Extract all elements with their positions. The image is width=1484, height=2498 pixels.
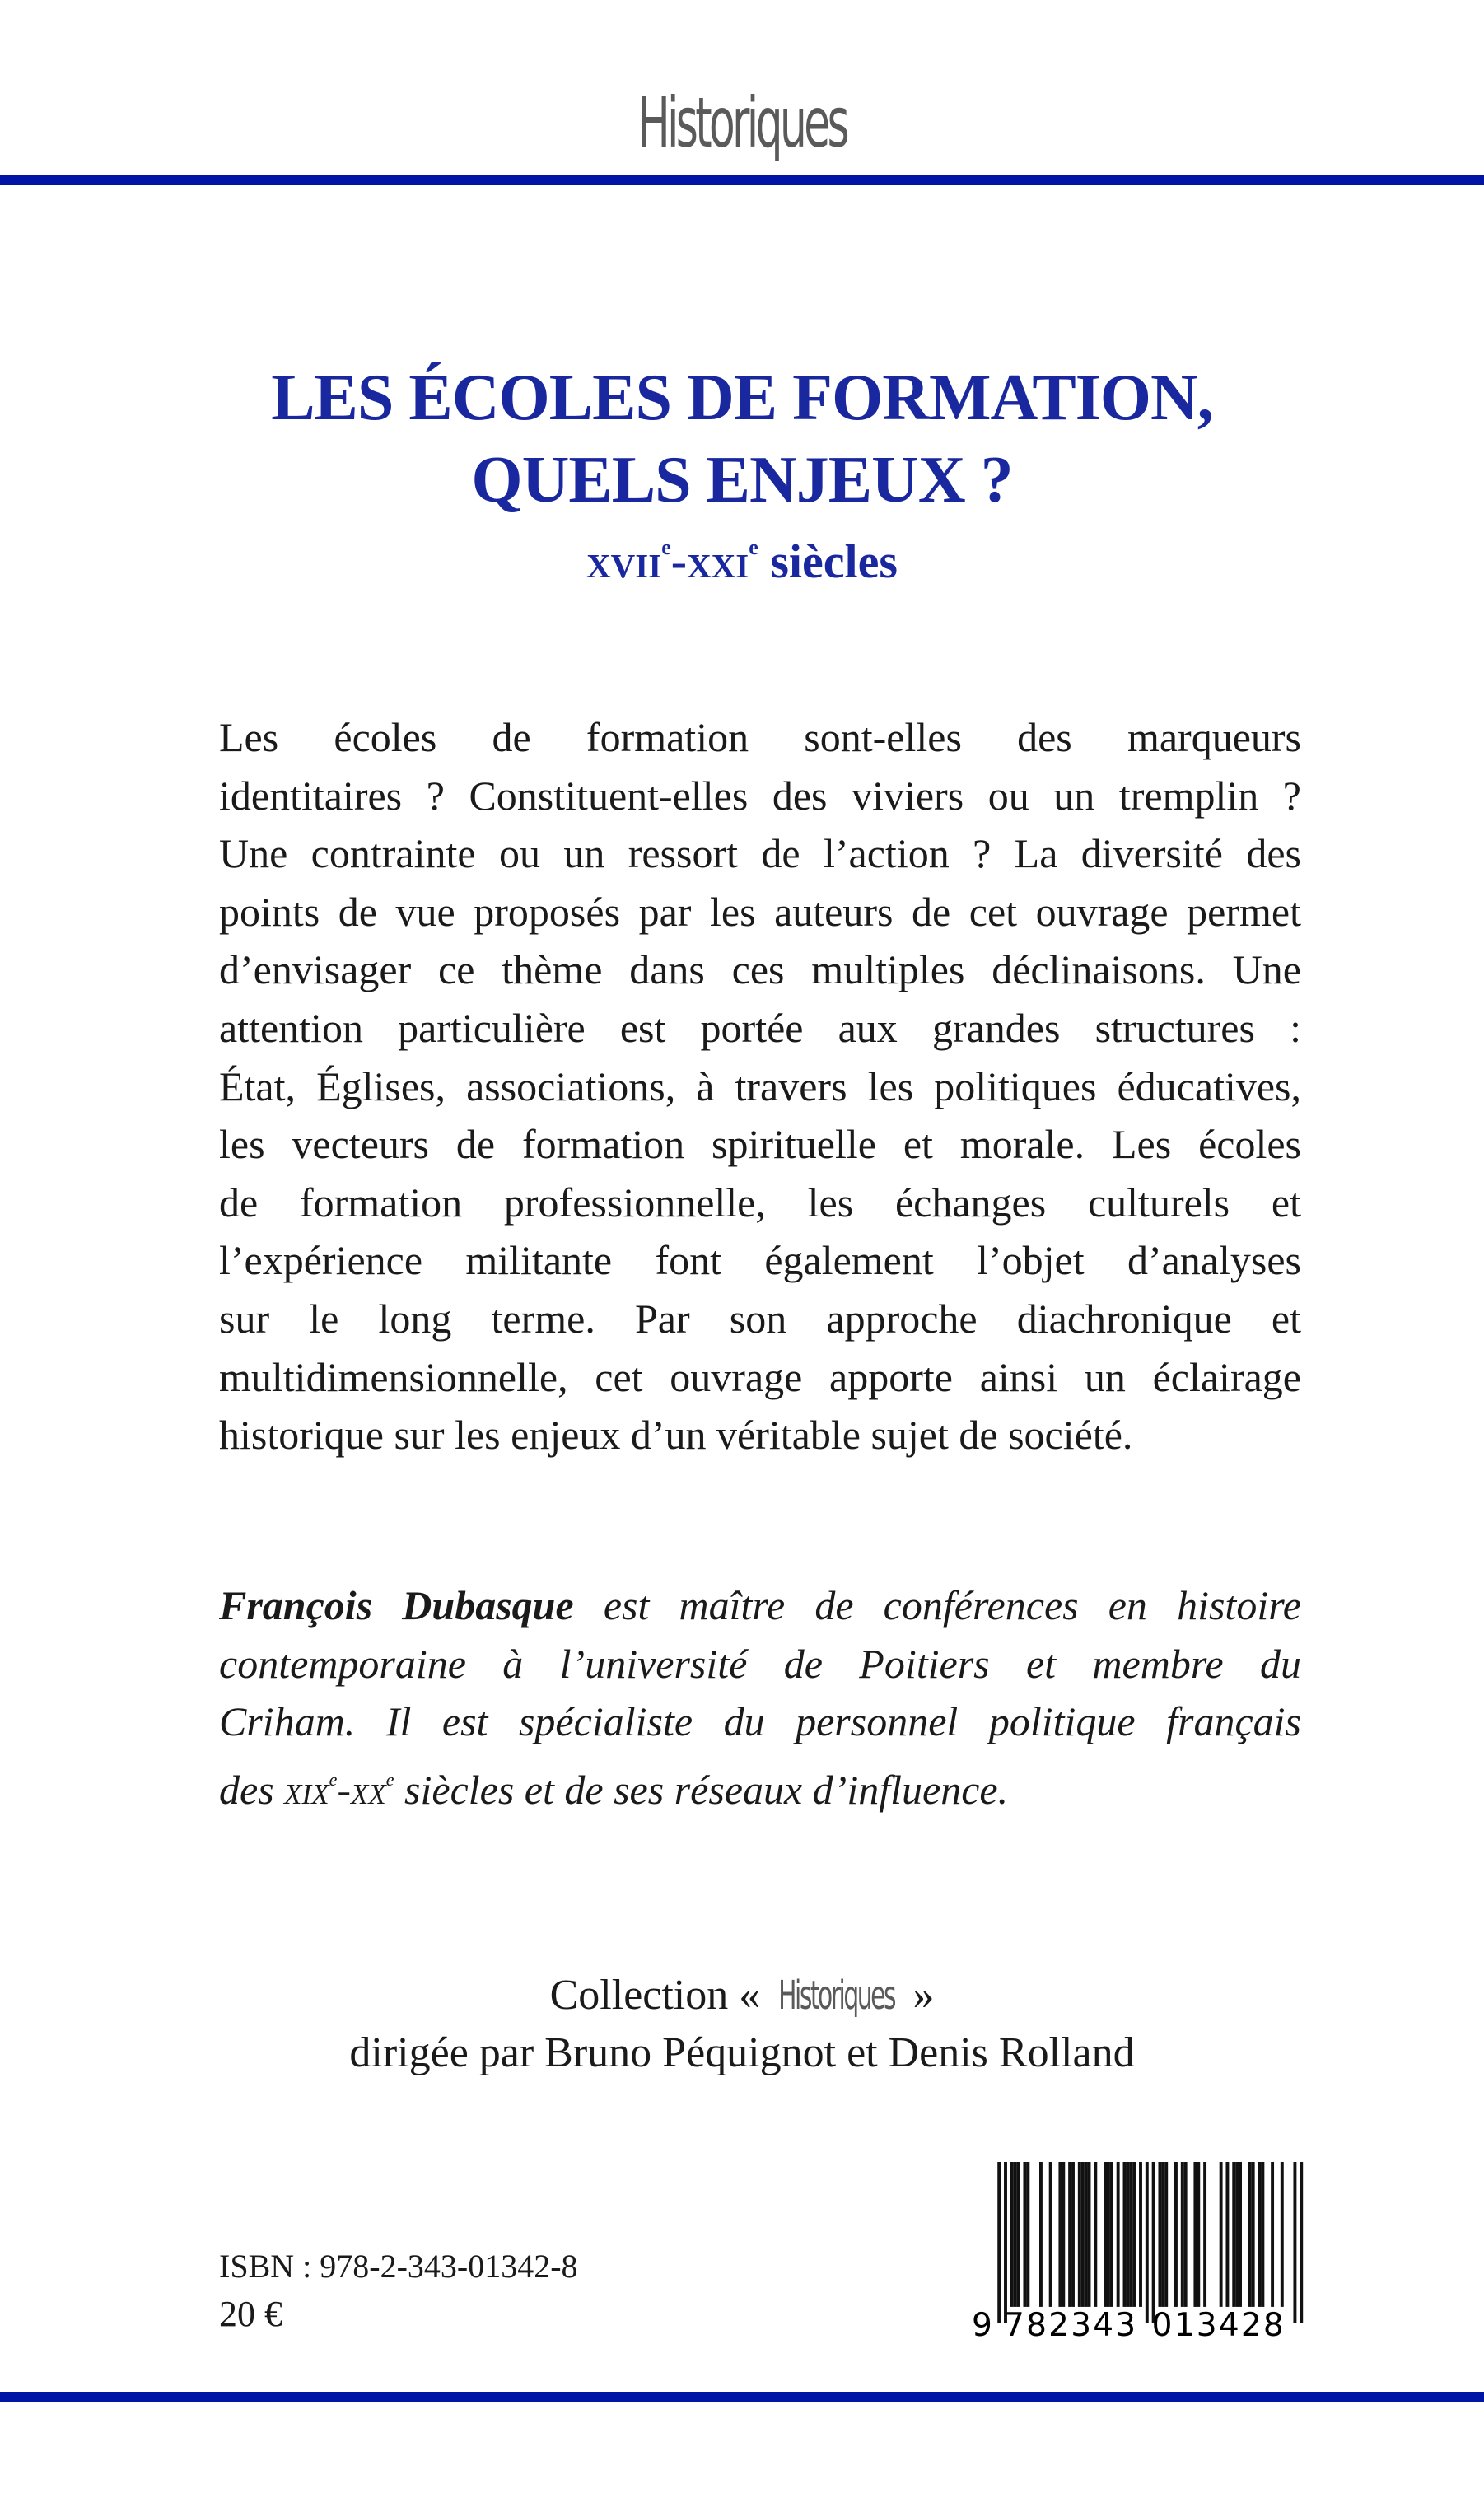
collection-directors: dirigée par Bruno Péquignot et Denis Rolland xyxy=(349,2029,1135,2076)
barcode-bar xyxy=(1193,2162,1197,2307)
barcode-bar xyxy=(1293,2162,1296,2323)
collection-logo-inline: Historiques xyxy=(778,1973,895,2019)
barcode-bar xyxy=(1146,2162,1149,2323)
barcode-bar xyxy=(1132,2162,1136,2307)
summary-line: sur le long terme. Par son approche diachronique et xyxy=(219,1295,1301,1342)
barcode-bar xyxy=(1104,2162,1107,2307)
author-line: contemporaine à l’université de Poitiers et membre du xyxy=(219,1640,1301,1687)
summary-line: Une contrainte ou un ressort de l’action ? La diversité des xyxy=(219,830,1301,877)
summary-line: multidimensionnelle, cet ouvrage apporte ainsi un éclairage xyxy=(219,1353,1301,1400)
barcode-bar xyxy=(1181,2162,1184,2307)
barcode-bar xyxy=(1235,2162,1239,2307)
barcode-bar xyxy=(1271,2162,1274,2307)
barcode-bar xyxy=(1184,2162,1188,2307)
summary-line: les vecteurs de formation spirituelle et morale. Les écoles xyxy=(219,1121,1301,1168)
barcode-bar xyxy=(1126,2162,1129,2307)
barcode-bar xyxy=(1197,2162,1200,2307)
barcode-bar xyxy=(1161,2162,1164,2307)
bottom-rule xyxy=(0,2392,1484,2402)
barcode-bars xyxy=(997,2162,1303,2323)
isbn: ISBN : 978-2-343-01342-8 xyxy=(219,2248,578,2285)
barcode-bar xyxy=(1017,2162,1020,2307)
barcode-bar xyxy=(1110,2162,1113,2307)
barcode-bar xyxy=(1081,2162,1085,2307)
barcode-digits-right: 013428 xyxy=(1151,2307,1284,2339)
price: 20 € xyxy=(219,2294,282,2334)
barcode-bar xyxy=(1117,2162,1120,2307)
summary-line: de formation professionnelle, les échanges culturels et xyxy=(219,1179,1301,1226)
barcode-bar xyxy=(1071,2162,1075,2307)
barcode-bar xyxy=(1123,2162,1127,2307)
barcode-bar xyxy=(1300,2162,1303,2323)
summary-line: État, Églises, associations, à travers les politiques éducatives, xyxy=(219,1062,1301,1109)
barcode-bar xyxy=(1158,2162,1161,2307)
barcode-bar xyxy=(1225,2162,1229,2307)
top-rule xyxy=(0,175,1484,185)
barcode-bar xyxy=(1139,2162,1142,2307)
author-bio xyxy=(219,1576,1301,1819)
barcode-bar xyxy=(1281,2162,1284,2307)
summary-text xyxy=(219,708,1301,1464)
barcode-bar xyxy=(1068,2162,1071,2307)
summary-line: historique sur les enjeux d’un véritable sujet de société. xyxy=(219,1412,1133,1459)
barcode-bar xyxy=(1129,2162,1132,2307)
barcode-bar xyxy=(1174,2162,1178,2307)
barcode-bar xyxy=(1220,2162,1223,2307)
author-name: François Dubasque xyxy=(219,1582,574,1628)
barcode-bar xyxy=(1058,2162,1062,2307)
barcode-bar xyxy=(1261,2162,1264,2307)
barcode-bar xyxy=(1078,2162,1081,2307)
barcode-bar xyxy=(1107,2162,1110,2307)
summary-line: d’envisager ce thème dans ces multiples déclinaisons. Une xyxy=(219,946,1301,993)
title-line-1: LES ÉCOLES DE FORMATION, xyxy=(271,362,1213,434)
summary-line: l’expérience militante font également l’objet d’analyses xyxy=(219,1237,1301,1284)
barcode-bar xyxy=(1014,2162,1017,2307)
author-line: Criham. Il est spécialiste du personnel politique français xyxy=(219,1698,1301,1744)
barcode-bar xyxy=(1239,2162,1242,2307)
barcode-bar xyxy=(1010,2162,1014,2307)
barcode-bar xyxy=(1023,2162,1026,2307)
title-line-2: QUELS ENJEUX ? xyxy=(471,444,1013,516)
collection-logo: Historiques xyxy=(637,82,847,163)
barcode-bar xyxy=(1039,2162,1043,2307)
barcode-digits-left: 782343 xyxy=(1004,2307,1136,2339)
summary-line: identitaires ? Constituent-elles des viviers ou un tremplin ? xyxy=(219,772,1301,819)
barcode-bar xyxy=(1152,2162,1155,2323)
barcode-bar xyxy=(997,2162,1001,2323)
author-line: François Dubasque est maître de conférences en histoire xyxy=(219,1582,1301,1628)
barcode-bar xyxy=(1062,2162,1065,2307)
summary-line: Les écoles de formation sont-elles des marqueurs xyxy=(219,714,1301,760)
summary-line: attention particulière est portée aux grandes structures : xyxy=(219,1004,1301,1051)
barcode-bar xyxy=(1085,2162,1088,2307)
barcode-bar xyxy=(1094,2162,1097,2307)
barcode-bar xyxy=(1203,2162,1206,2307)
collection-info xyxy=(0,1967,1484,2082)
summary-line: points de vue proposés par les auteurs de cet ouvrage permet xyxy=(219,888,1301,935)
subtitle-period: xvii$^e$-xxi$^e$ siècles xyxy=(586,535,898,588)
barcode-bar xyxy=(1049,2162,1052,2307)
barcode-bar xyxy=(1232,2162,1235,2307)
author-line: des $xix^e-xx^e$ siècles et de ses réseaux d’influence. xyxy=(219,1766,1009,1813)
barcode-bar xyxy=(1088,2162,1091,2307)
barcode-digit-first: 9 xyxy=(972,2307,992,2339)
barcode-bar xyxy=(1026,2162,1029,2307)
barcode-bar xyxy=(1164,2162,1168,2307)
barcode-bar xyxy=(1004,2162,1007,2323)
barcode xyxy=(972,2162,1309,2339)
barcode-bar xyxy=(1252,2162,1255,2307)
barcode-bar xyxy=(1258,2162,1262,2307)
barcode-bar xyxy=(1248,2162,1252,2307)
collection-line: Collection « Historiques » xyxy=(0,1967,1484,2024)
